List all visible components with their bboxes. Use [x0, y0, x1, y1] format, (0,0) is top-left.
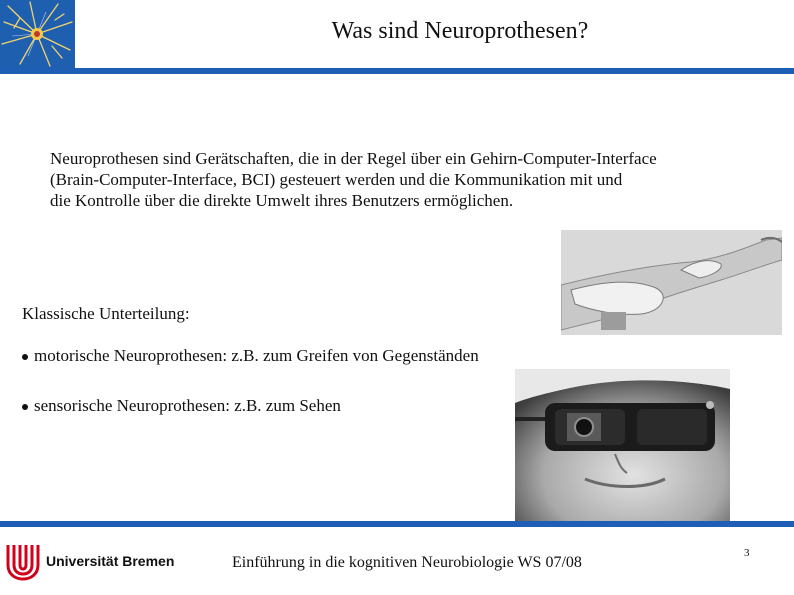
university-bremen-logo-icon: [6, 543, 40, 581]
intro-line: (Brain-Computer-Interface, BCI) gesteuert werden und die Kommunikation mit und: [50, 170, 623, 189]
bullet-icon: [22, 404, 28, 410]
header-divider: [0, 68, 794, 74]
intro-line: Neuroprothesen sind Gerätschaften, die in der Regel über ein Gehirn-Computer-Interface: [50, 149, 657, 168]
classification-heading: Klassische Unterteilung:: [22, 304, 190, 323]
page-number: 3: [744, 547, 750, 559]
bullet-icon: [22, 354, 28, 360]
neuron-icon: [0, 0, 75, 68]
visual-prosthesis-photo: [515, 369, 730, 521]
intro-line: die Kontrolle über die direkte Umwelt ihres Benutzers ermöglichen.: [50, 191, 514, 210]
page-title: Was sind Neuroprothesen?: [331, 18, 589, 44]
university-name: Universität Bremen: [46, 553, 175, 569]
list-item: [22, 396, 479, 446]
list-item-text: motorische Neuroprothesen: z.B. zum Greifen von Gegenständen: [34, 346, 479, 365]
classification-list: [22, 346, 479, 446]
list-item: [22, 346, 479, 396]
list-item-text: sensorische Neuroprothesen: z.B. zum Sehen: [34, 396, 341, 415]
prosthetic-arm-photo: [561, 230, 782, 335]
footer-divider: [0, 521, 794, 527]
intro-paragraph: [50, 148, 770, 211]
course-title: Einführung in die kognitiven Neurobiologie WS 07/08: [232, 554, 582, 571]
